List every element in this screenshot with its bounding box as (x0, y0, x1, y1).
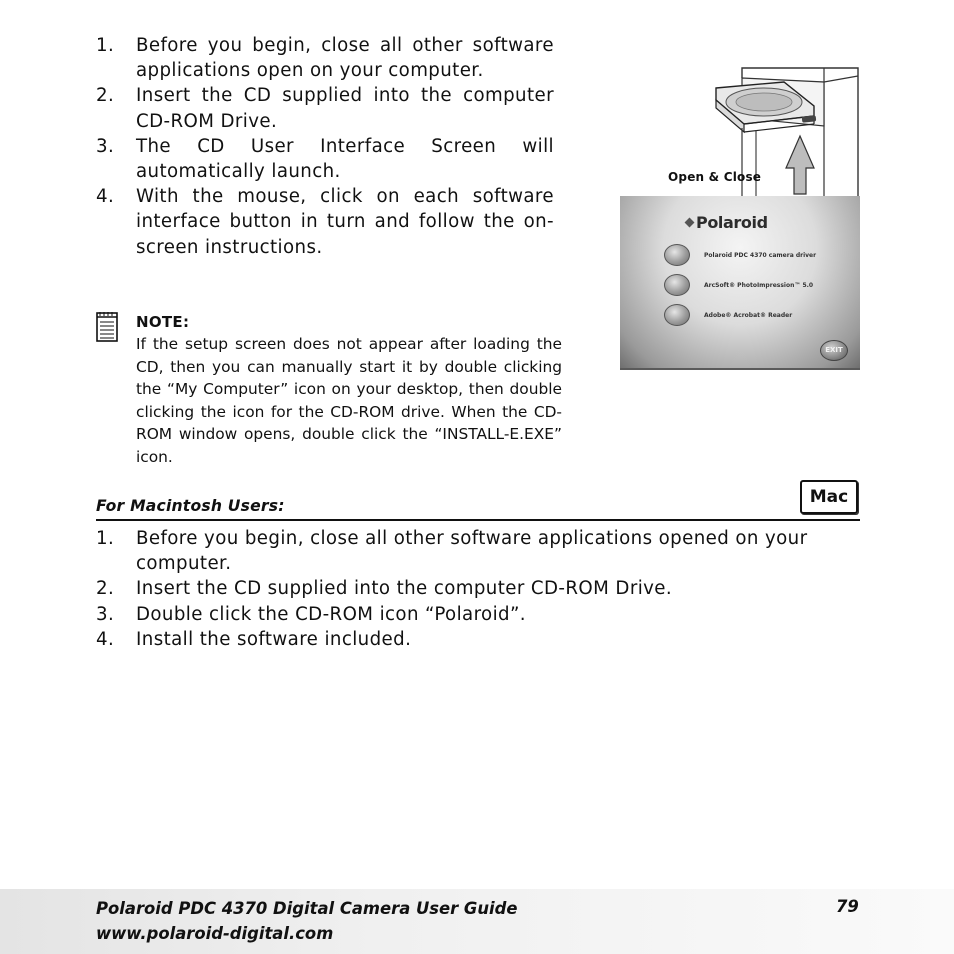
list-item (96, 83, 554, 133)
mac-section-header: For Macintosh Users: (96, 497, 285, 515)
step-text: Double click the CD-ROM icon “Polaroid”. (136, 603, 526, 625)
open-close-label: Open & Close (668, 170, 762, 184)
list-item (96, 33, 554, 83)
step-text: Insert the CD supplied into the computer CD-ROM Drive. (136, 578, 673, 600)
note-title: NOTE: (136, 313, 190, 331)
step-text: Before you begin, close all other software applications opened on your computer. (136, 528, 808, 575)
footer-url: www.polaroid-digital.com (96, 924, 334, 943)
list-item (96, 134, 554, 184)
windows-steps-list (96, 33, 554, 260)
round-button-icon (664, 304, 690, 326)
cd-interface-screenshot (620, 196, 860, 370)
round-button-icon (664, 274, 690, 296)
step-number: 4. (96, 628, 115, 650)
page-number: 79 (836, 897, 859, 916)
footer-title: Polaroid PDC 4370 Digital Camera User Guide (96, 899, 518, 918)
cd-menu-item (664, 274, 813, 296)
exit-button-image: EXIT (820, 340, 848, 361)
list-item (96, 184, 554, 260)
note-body: If the setup screen does not appear after loading the CD, then you can manually start it by double clicking the “My Computer” icon on your desktop, then double clicking the icon for the CD-ROM drive. When the CD-ROM window opens, double click the “INSTALL-E.EXE” icon. (136, 335, 562, 466)
cd-menu-item (664, 244, 816, 266)
diamond-icon (685, 218, 695, 228)
step-number: 3. (96, 135, 115, 157)
cd-menu-label: Adobe® Acrobat® Reader (704, 311, 793, 319)
step-number: 2. (96, 85, 115, 107)
cd-menu-label: ArcSoft® PhotoImpression™ 5.0 (704, 281, 814, 289)
mac-badge: Mac (800, 480, 858, 514)
step-number: 2. (96, 578, 115, 600)
note-pad-icon (96, 312, 118, 342)
step-number: 4. (96, 186, 115, 208)
cd-menu-label: Polaroid PDC 4370 camera driver (704, 251, 817, 259)
step-number: 1. (96, 528, 115, 549)
step-text: Before you begin, close all other software applications open on your computer. (136, 35, 554, 82)
step-text: Insert the CD supplied into the computer CD-ROM Drive. (136, 85, 554, 132)
step-number: 1. (96, 35, 115, 56)
step-text: The CD User Interface Screen will automatically launch. (136, 135, 554, 183)
list-item (96, 526, 860, 576)
section-divider (96, 519, 860, 521)
step-text: With the mouse, click on each software interface button in turn and follow the on-screen instructions. (136, 186, 554, 258)
list-item (96, 602, 860, 627)
cd-menu-item (664, 304, 792, 326)
mac-steps-list (96, 526, 860, 652)
step-number: 3. (96, 603, 115, 625)
list-item (96, 627, 860, 652)
polaroid-logo: Polaroid (686, 213, 768, 232)
list-item (96, 576, 860, 601)
step-text: Install the software included. (136, 628, 412, 650)
round-button-icon (664, 244, 690, 266)
